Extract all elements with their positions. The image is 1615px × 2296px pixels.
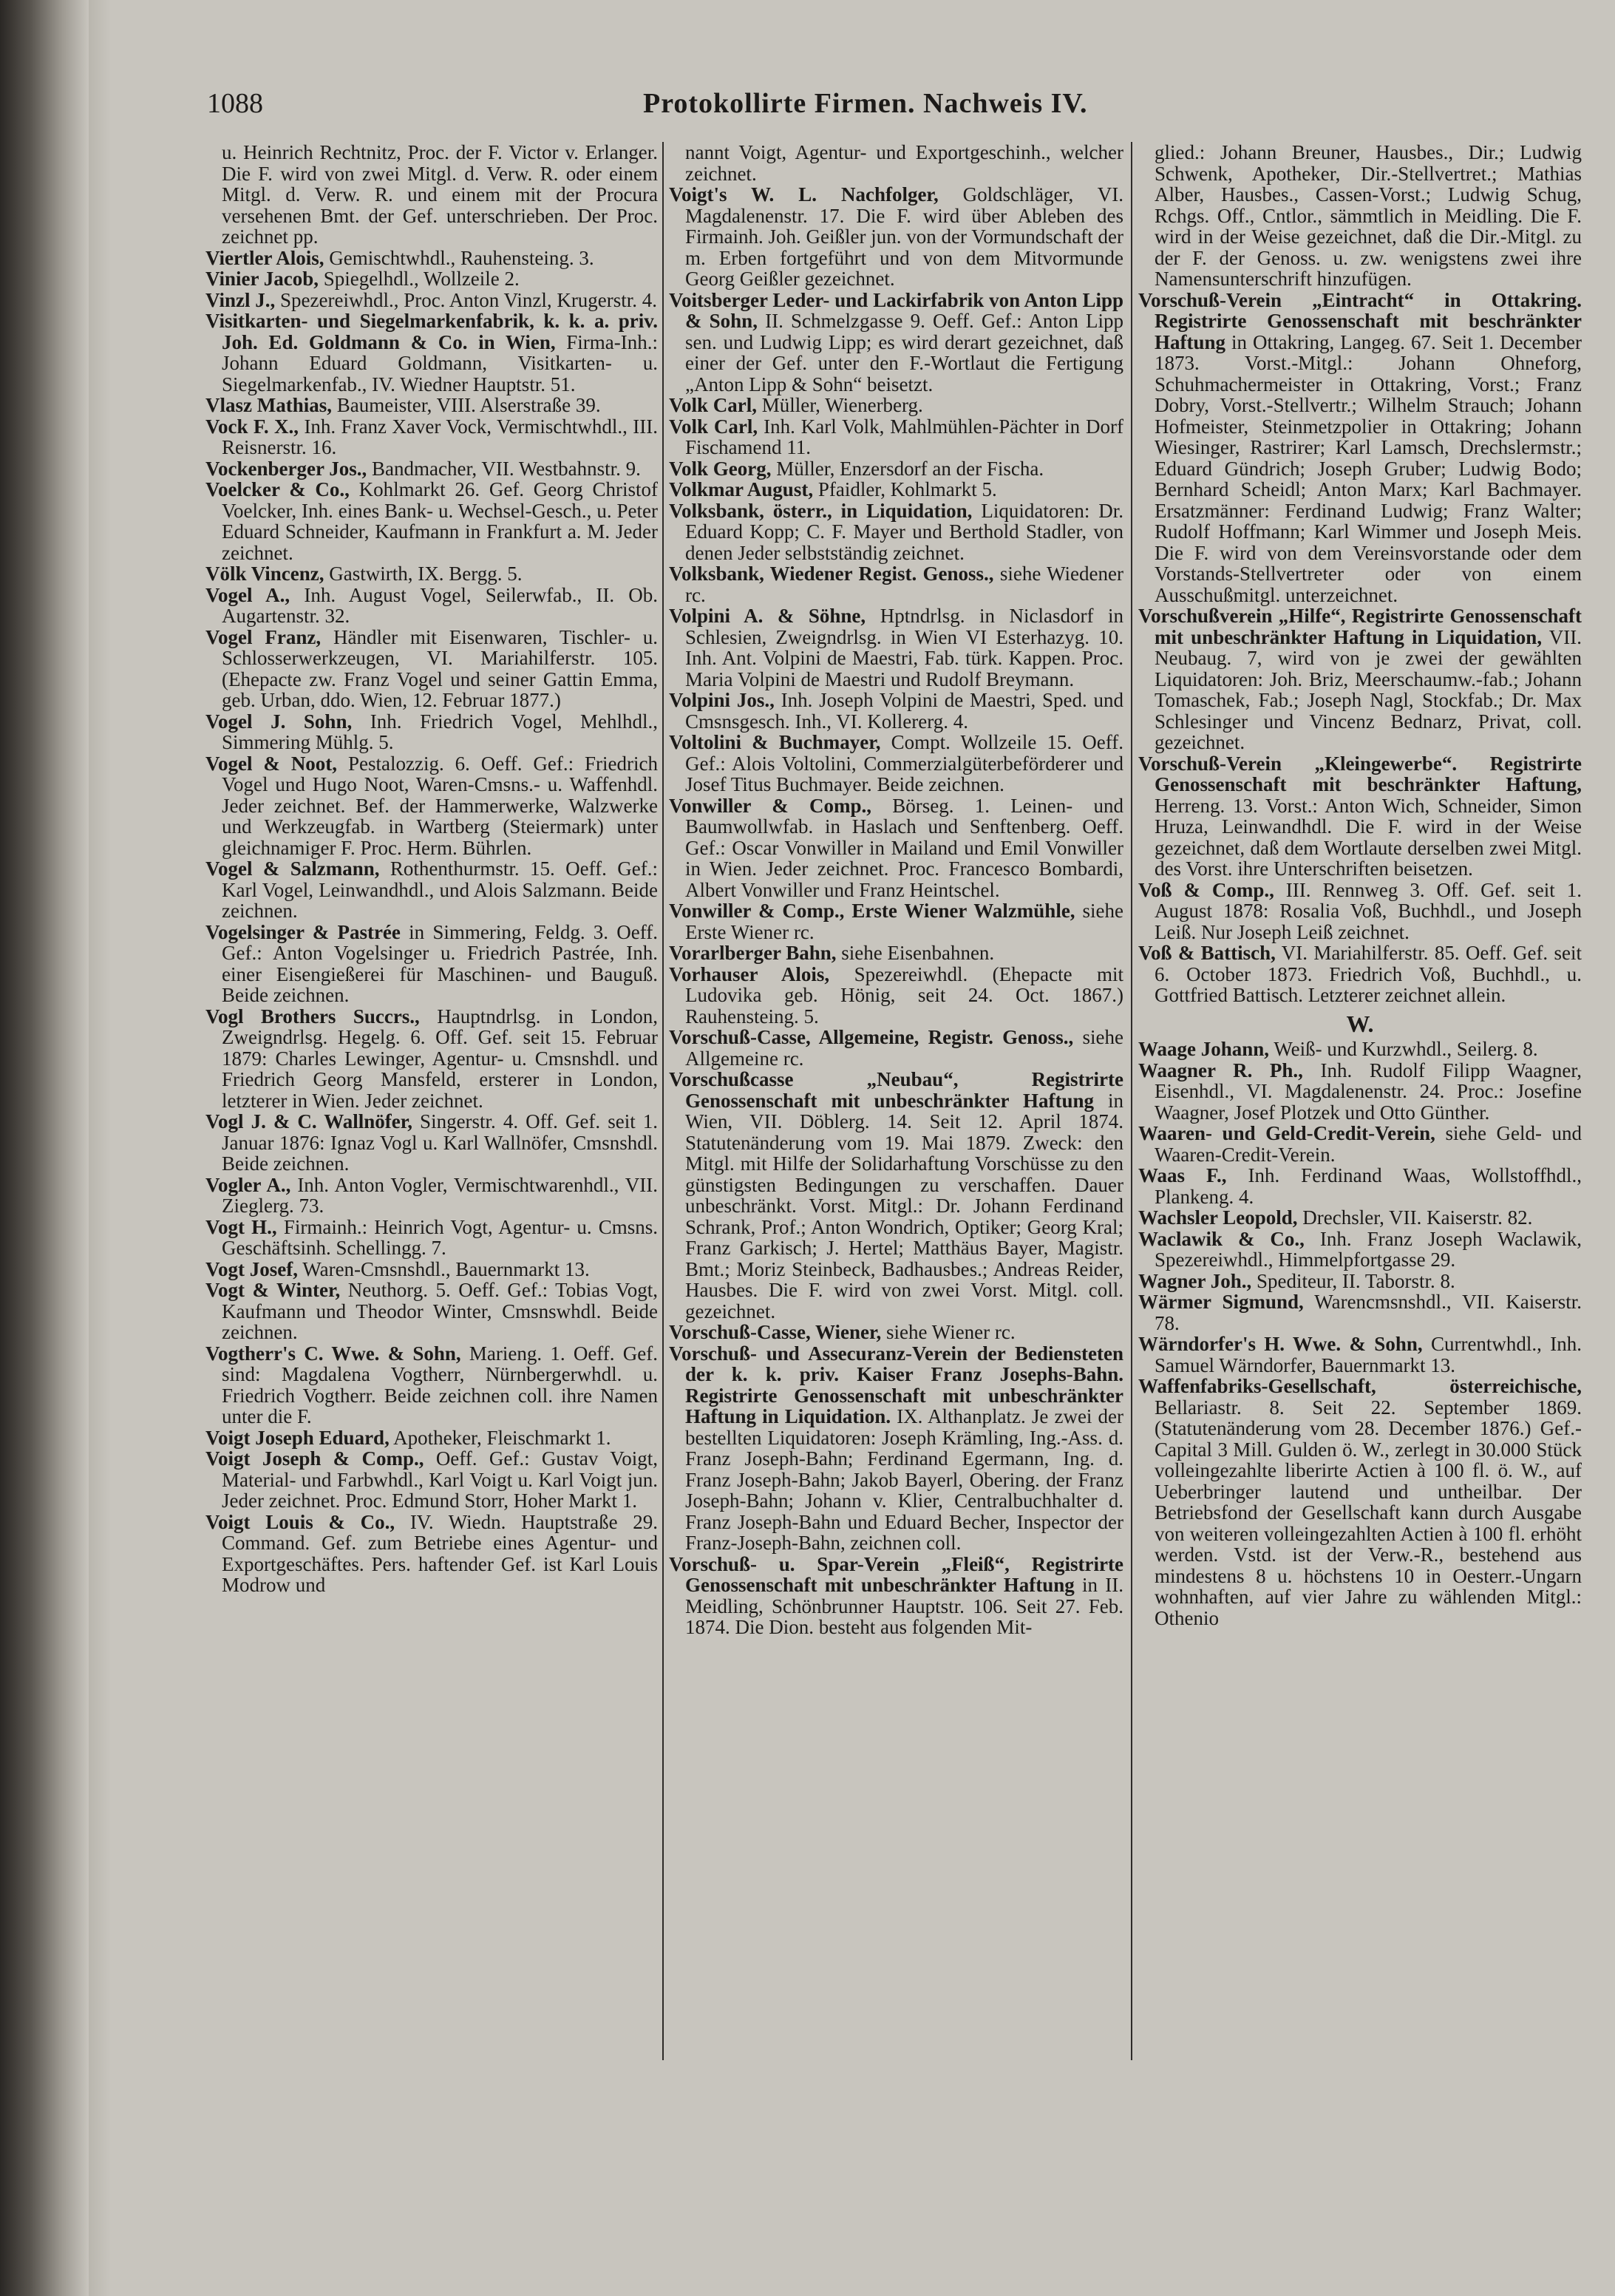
firm-details: Neuthorg. 5. Oeff. Gef.: Tobias Vogt, Kaufmann und Theodor Winter, Cmsnswhdl. Beide zeichnen. — [222, 1279, 658, 1343]
firm-entry — [669, 900, 1123, 942]
firm-entry — [669, 795, 1123, 901]
firm-name: Vlasz Mathias, — [205, 394, 332, 416]
firm-details: Kohlmarkt 26. Gef. Georg Christof Voelcker, Inh. eines Bank- u. Wechsel-Gesch., u. Peter Eduard Schneider, Kaufmann in Frankfurt a. M. Jeder zeichnet. — [222, 478, 658, 564]
firm-entry — [205, 858, 658, 922]
firm-details: Oeff. Gef.: Gustav Voigt, Material- und Farbwhdl., Karl Voigt u. Karl Voigt jun. Jeder zeichnet. Proc. Edmund Storr, Hoher Markt 1. — [222, 1447, 658, 1512]
firm-details: Goldschläger, VI. Magdalenenstr. 17. Die F. wird über Ableben des Firmainh. Joh. Geißler jun. von der Vormundschaft der m. Erben fortgeführt und von dem Mitvormunde Georg Geißler gezeichnet. — [685, 183, 1123, 290]
firm-name: Vinier Jacob, — [205, 268, 319, 290]
firm-name: Vogtherr's C. Wwe. & Sohn, — [205, 1342, 461, 1365]
firm-entry — [1138, 1271, 1582, 1292]
firm-entry — [669, 732, 1123, 795]
firm-entry — [205, 1217, 658, 1259]
firm-details: siehe Wiener rc. — [886, 1321, 1016, 1343]
firm-entry — [205, 416, 658, 458]
firm-name: Voigt Joseph Eduard, — [205, 1426, 390, 1449]
firm-entry — [205, 627, 658, 711]
firm-details: Hptndrlsg. in Niclasdorf in Schlesien, Zweigndrlsg. in Wien VI Esterhazyg. 10. Inh. Ant. Volpini de Maestri, Fab. türk. Kappen. Proc. Maria Volpini de Maestri und Rudolf Breymann. — [685, 605, 1123, 690]
firm-name: Volk Carl, — [669, 394, 758, 416]
firm-details: Drechsler, VII. Kaiserstr. 82. — [1302, 1206, 1533, 1229]
firm-entry — [205, 753, 658, 859]
page-edge — [89, 0, 111, 2296]
firm-details: Pestalozzig. 6. Oeff. Gef.: Friedrich Vogel und Hugo Noot, Waren-Cmsns.- u. Waffenhdl. Jeder zeichnet. Bef. der Hammerwerke, Walzwerke und Werkzeugfab. in Wartberg (Steiermark) unter gleichnamiger F. Proc. Herm. Bührlen. — [222, 752, 658, 859]
firm-entry — [669, 479, 1123, 500]
firm-details: Apotheker, Fleischmarkt 1. — [393, 1426, 611, 1449]
firm-details: Müller, Enzersdorf an der Fischa. — [776, 457, 1044, 480]
section-heading: W. — [1346, 1010, 1374, 1037]
firm-details: Inh. August Vogel, Seilerwfab., II. Ob. Augartenstr. 32. — [222, 583, 658, 627]
firm-entry — [205, 922, 658, 1006]
firm-details: Müller, Wienerberg. — [761, 394, 923, 416]
firm-details: Baumeister, VIII. Alserstraße 39. — [336, 394, 601, 416]
firm-entry — [669, 605, 1123, 690]
firm-details: IV. Wiedn. Hauptstraße 29. Command. Gef. zum Betriebe eines Agentur- und Exportgeschäftes. Pers. haftender Gef. ist Karl Louis Modrow und — [222, 1510, 658, 1596]
firm-details: Bellariastr. 8. Seit 22. September 1869. (Statutenänderung vom 28. December 1876.) Gef.-Capital 3 Mill. Gulden ö. W., zerlegt in 30.000 Stück volleingezahlte liberirte Actien à 100 fl. ö. W., auf Ueberbringer lautend und untheilbar. Der Betriebsfond der Gesellschaft kann durch Ausgabe von weiteren volleingezahlten Actien à 100 fl. erhöht werden. Vstd. ist der Verw.-R., bestehend aus mindestens 8 u. höchstens 10 in Oesterr.-Ungarn wohnhaften, auf vier Jahre zu wählenden Mitgl.: Othenio — [1155, 1396, 1582, 1629]
firm-name: Vorhauser Alois, — [669, 962, 830, 985]
firm-name: Volpini Jos., — [669, 689, 775, 711]
firm-name: Vogel J. Sohn, — [205, 710, 353, 733]
firm-details: Inh. Friedrich Vogel, Mehlhdl., Simmering Mühlg. 5. — [222, 710, 658, 753]
firm-entry — [205, 1175, 658, 1217]
firm-name: Waagner R. Ph., — [1138, 1059, 1303, 1081]
column-2 — [669, 142, 1123, 2064]
firm-entry — [1138, 1165, 1582, 1207]
firm-entry — [1138, 753, 1582, 880]
firm-name: Voigt Joseph & Comp., — [205, 1447, 424, 1470]
firm-details: siehe Wiedener rc. — [685, 563, 1123, 606]
firm-entry — [669, 184, 1123, 290]
firm-entry — [205, 1111, 658, 1175]
firm-entry — [669, 395, 1123, 416]
firm-details: in Simmering, Feldg. 3. Oeff. Gef.: Anton Vogelsinger u. Friedrich Pastrée, Inh. einer Eisengießerei für Maschinen- und Bauguß. Beide zeichnen. — [222, 920, 658, 1006]
firm-details: nannt Voigt, Agentur- und Exportgeschinh., welcher zeichnet. — [685, 142, 1123, 185]
firm-name: Wagner Joh., — [1138, 1269, 1252, 1292]
firm-name: Waas F., — [1138, 1164, 1227, 1186]
firm-name: Vorschuß-Casse, Wiener, — [669, 1321, 882, 1343]
firm-entry — [205, 1427, 658, 1449]
firm-name: Vorschußverein „Hilfe“, Registrirte Genossenschaft mit unbeschränkter Haftung in Liquidation, — [1138, 605, 1582, 648]
firm-details: II. Schmelzgasse 9. Oeff. Gef.: Anton Lipp sen. und Ludwig Lipp; es wird derart gezeichnet, daß einer der Gef. unter den F.-Wortlaut die Fertigung „Anton Lipp & Sohn“ beisetzt. — [685, 310, 1123, 395]
firm-name: Voß & Battisch, — [1138, 942, 1276, 964]
firm-entry-continuation — [205, 142, 658, 248]
firm-name: Vogt H., — [205, 1215, 277, 1238]
firm-details: u. Heinrich Rechtnitz, Proc. der F. Victor v. Erlanger. Die F. wird von zwei Mitgl. d. Verw. R. oder einem Mitgl. d. Verw. R. und einem mit der Procura versehenen Bmt. der Gef. unterschrieben. Der Proc. zeichnet pp. — [222, 142, 658, 248]
firm-name: Voigt's W. L. Nachfolger, — [669, 183, 939, 206]
firm-entry — [1138, 1376, 1582, 1628]
firm-details: Herreng. 13. Vorst.: Anton Wich, Schneider, Simon Hruza, Leinwandhdl. Die F. wird in der Weise gezeichnet, daß dem Wortlaute derselben zwei Mitgl. des Vorst. ihre Unterschriften beisetzen. — [1155, 794, 1582, 880]
firm-name: Voltolini & Buchmayer, — [669, 731, 881, 753]
firm-entry — [205, 248, 658, 269]
firm-entry — [205, 310, 658, 395]
firm-entry — [669, 458, 1123, 480]
firm-name: Wärmer Sigmund, — [1138, 1291, 1304, 1313]
firm-name: Vogler A., — [205, 1173, 291, 1196]
firm-entry — [205, 1259, 658, 1280]
firm-details: Spiegelhdl., Wollzeile 2. — [323, 268, 520, 290]
firm-entry — [669, 1554, 1123, 1638]
firm-details: in Ottakring, Langeg. 67. Seit 1. December 1873. Vorst.-Mitgl.: Johann Ohneforg, Schuhmachermeister in Ottakring, Vorst.; Franz Dobry, Vorst.-Stellvertr.; Wilhelm Strauch; Johann Hofmeister, Steinmetzpolier in Ottakring; Johann Wiesinger, Rastrirer; Karl Lamsch, Drechslermstr.; Eduard Gündrich; Joseph Gruber; Ludwig Bodo; Bernhard Scheidl; Anton Marx; Karl Bachmayer. Ersatzmänner: Ferdinand Ludwig; Franz Walter; Rudolf Hoffmann; Karl Wimmer und Joseph Meis. Die F. wird von dem Vereinsvorstande oder dem Vorstands-Stellvertreter oder von einem Ausschußmitgl. unterzeichnet. — [1155, 330, 1582, 606]
firm-details: Hauptndrlsg. in London, Zweigndrlsg. Hegelg. 6. Off. Gef. seit 15. Februar 1879: Charles Lewinger, Agentur- u. Cmsnshdl. und Friedrich Georg Mansfeld, ersterer in London, letzterer in Wien. Jeder zeichnet. — [222, 1005, 658, 1112]
firm-details: IX. Althanplatz. Je zwei der bestellten Liquidatoren: Joseph Krämling, Ing.-Ass. d. Franz Joseph-Bahn; Ferdinand Egermann, Ing. d. Franz Joseph-Bahn; Jakob Bayerl, Obering. der Franz Joseph-Bahn; Johann v. Klier, Centralbuchhalter d. Franz Joseph-Bahn und Eduard Becher, Inspector der Franz-Joseph-Bahn, zeichnen coll. — [685, 1405, 1123, 1554]
firm-name: Vogt & Winter, — [205, 1279, 341, 1301]
firm-entry — [669, 416, 1123, 458]
firm-name: Vorschuß- und Assecuranz-Verein der Bediensteten der k. k. priv. Kaiser Franz Josephs-Bahn. Registrirte Genossenschaft mit unbeschränkter Haftung in Liquidation. — [669, 1342, 1123, 1427]
firm-details: Inh. Rudolf Filipp Waagner, Eisenhdl., VI. Magdalenenstr. 24. Proc.: Josefine Waagner, Josef Plotzek und Otto Günther. — [1155, 1059, 1582, 1124]
firm-details: Compt. Wollzeile 15. Oeff. Gef.: Alois Voltolini, Commerzialgüterbeförderer und Josef Titus Buchmayer. Beide zeichnen. — [685, 731, 1123, 795]
firm-name: Volkmar August, — [669, 478, 814, 500]
firm-entry — [1138, 605, 1582, 753]
firm-details: Inh. Karl Volk, Mahlmühlen-Pächter in Dorf Fischamend 11. — [685, 415, 1123, 458]
firm-name: Vorschuß-Verein „Kleingewerbe“. Registrirte Genossenschaft mit beschränkter Haftung, — [1138, 752, 1582, 795]
firm-name: Vockenberger Jos., — [205, 457, 367, 480]
firm-name: Vorschuß-Casse, Allgemeine, Registr. Genoss., — [669, 1026, 1074, 1048]
firm-details: Inh. Franz Joseph Waclawik, Spezereiwhdl., Himmelpfortgasse 29. — [1155, 1227, 1582, 1271]
firm-name: Wärndorfer's H. Wwe. & Sohn, — [1138, 1333, 1423, 1355]
firm-details: Currentwhdl., Inh. Samuel Wärndorfer, Bauernmarkt 13. — [1155, 1333, 1582, 1376]
firm-name: Vogelsinger & Pastrée — [205, 920, 401, 943]
firm-entry — [205, 479, 658, 563]
firm-name: Volksbank, Wiedener Regist. Genoss., — [669, 563, 994, 585]
firm-details: Firma-Inh.: Johann Eduard Goldmann, Visitkarten- u. Siegelmarkenfab., IV. Wiedner Hauptstr. 51. — [222, 330, 658, 395]
firm-entry — [669, 690, 1123, 732]
column-1 — [205, 142, 658, 2064]
firm-details: III. Rennweg 3. Off. Gef. seit 1. August 1878: Rosalia Voß, Buchhdl., und Joseph Leiß. Nur Joseph Leiß zeichnet. — [1155, 878, 1582, 943]
firm-entry — [1138, 290, 1582, 606]
firm-name: Voß & Comp., — [1138, 878, 1274, 901]
firm-name: Volksbank, österr., in Liquidation, — [669, 499, 973, 522]
firm-name: Vogel A., — [205, 583, 290, 606]
firm-name: Waage Johann, — [1138, 1038, 1270, 1060]
firm-details: siehe Geld- und Waaren-Credit-Verein. — [1155, 1122, 1582, 1166]
firm-name: Waaren- und Geld-Credit-Verein, — [1138, 1122, 1435, 1144]
firm-details: Gastwirth, IX. Bergg. 5. — [329, 563, 523, 585]
firm-entry — [669, 1343, 1123, 1554]
firm-name: Vonwiller & Comp., — [669, 794, 872, 817]
firm-entry — [669, 1027, 1123, 1069]
firm-details: Warencmsnshdl., VII. Kaiserstr. 78. — [1155, 1291, 1582, 1334]
firm-details: Bandmacher, VII. Westbahnstr. 9. — [372, 457, 641, 480]
firm-name: Vogt Josef, — [205, 1257, 298, 1280]
firm-details: Inh. Joseph Volpini de Maestri, Sped. und Cmsnsgesch. Inh., VI. Kollererg. 4. — [685, 689, 1123, 733]
firm-name: Wachsler Leopold, — [1138, 1206, 1298, 1229]
firm-entry — [205, 1512, 658, 1596]
firm-entry — [205, 268, 658, 290]
firm-name: Viertler Alois, — [205, 246, 324, 269]
firm-entry — [1138, 880, 1582, 943]
firm-entry — [669, 500, 1123, 564]
firm-name: Visitkarten- und Siegelmarkenfabrik, k. k. a. priv. Joh. Ed. Goldmann & Co. in Wien, — [205, 310, 658, 353]
firm-details: Firmainh.: Heinrich Vogt, Agentur- u. Cmsns. Geschäftsinh. Schellingg. 7. — [222, 1215, 658, 1259]
firm-name: Vorschuß-Verein „Eintracht“ in Ottakring. Registrirte Genossenschaft mit beschränkter Haftung — [1138, 288, 1582, 353]
page-header — [207, 87, 1578, 124]
firm-name: Voitsberger Leder- und Lackirfabrik von Anton Lipp & Sohn, — [669, 288, 1123, 332]
firm-name: Volpini A. & Söhne, — [669, 605, 866, 627]
firm-details: siehe Allgemeine rc. — [685, 1026, 1123, 1070]
firm-entry — [669, 1322, 1123, 1343]
firm-details: VI. Mariahilferstr. 85. Oeff. Gef. seit 6. October 1873. Friedrich Voß, Buchhdl., u. Gottfried Battisch. Letzterer zeichnet allein. — [1155, 942, 1582, 1006]
firm-entry — [1138, 1039, 1582, 1060]
page-number: 1088 — [207, 88, 263, 119]
firm-name: Vorschuß- u. Spar-Verein „Fleiß“, Registrirte Genossenschaft mit unbeschränkter Haftung — [669, 1552, 1123, 1596]
firm-entry — [1138, 942, 1582, 1006]
firm-entry — [205, 1280, 658, 1343]
firm-details: Waren-Cmsnshdl., Bauernmarkt 13. — [302, 1257, 590, 1280]
firm-entry — [205, 395, 658, 416]
firm-name: Vogel & Salzmann, — [205, 857, 380, 880]
firm-entry — [669, 964, 1123, 1028]
firm-entry-continuation — [1138, 142, 1582, 290]
column-3 — [1138, 142, 1582, 2064]
firm-entry — [669, 1069, 1123, 1322]
firm-details: Pfaidler, Kohlmarkt 5. — [817, 478, 997, 500]
firm-entry — [669, 942, 1123, 964]
firm-details: Rothenthurmstr. 15. Oeff. Gef.: Karl Vogel, Leinwandhdl., und Alois Salzmann. Beide zeichnen. — [222, 857, 658, 922]
firm-details: in Wien, VII. Döblerg. 14. Seit 12. April 1874. Statutenänderung vom 19. Mai 1879. Zweck: den Mitgl. mit Hilfe der Solidarhaftung Vorschüsse zu den günstigsten Bedingungen zu verschaffen. Dauer unbeschränkt. Vorst. Mitgl.: Dr. Johann Ferdinand Schrank, Prof.; Anton Wondrich, Optiker; Georg Kral; Franz Garkisch; J. Hertel; Matthäus Bayer, Magistr. Bmt.; Moriz Steinbeck, Badhausbes.; Andreas Reider, Hausbes. Die F. wird von zwei Vorst. Mitgl. coll. gezeichnet. — [685, 1089, 1123, 1322]
firm-details: Inh. Ferdinand Waas, Wollstoffhdl., Plankeng. 4. — [1155, 1164, 1582, 1208]
firm-details: Händler mit Eisenwaren, Tischler- u. Schlosserwerkzeugen, VI. Mariahilferstr. 105. (Ehepacte zw. Franz Vogel und seiner Gattin Emma, geb. Urban, ddo. Wien, 12. Februar 1877.) — [222, 625, 658, 711]
firm-details: Weiß- und Kurzwhdl., Seilerg. 8. — [1274, 1038, 1538, 1060]
firm-details: VII. Neubaug. 7, wird von je zwei der gewählten Liquidatoren: Joh. Briz, Meerschaumw.-fab.; Johann Tomaschek, Fab.; Joseph Nagl, Stockfab.; Dr. Max Schlesinger und Vincenz Bednarz, Privat, coll. gezeichnet. — [1155, 625, 1582, 753]
firm-entry — [205, 1006, 658, 1112]
firm-name: Waffenfabriks-Gesellschaft, österreichische, — [1138, 1375, 1582, 1397]
firm-details: glied.: Johann Breuner, Hausbes., Dir.; Ludwig Schwenk, Apotheker, Dir.-Stellvertret.; Mathias Alber, Hausbes., Cassen-Vorst.; Ludwig Schug, Rchgs. Off., Cntlor., sämmtlich in Meidling. Die F. wird in der Weise gezeichnet, daß die Dir.-Mitgl. zu der F. der Genoss. u. zw. wenigstens zwei ihre Namensunterschrift hinzufügen. — [1155, 142, 1582, 290]
firm-details: Liquidatoren: Dr. Eduard Kopp; C. F. Mayer und Berthold Stadler, von denen Jeder selbstständig zeichnet. — [685, 499, 1123, 564]
firm-entry — [669, 290, 1123, 395]
firm-entry — [205, 563, 658, 585]
firm-entry — [205, 458, 658, 480]
firm-name: Vock F. X., — [205, 415, 299, 438]
firm-name: Vogl Brothers Succrs., — [205, 1005, 420, 1028]
book-gutter-shadow — [0, 0, 89, 2296]
firm-name: Volk Georg, — [669, 457, 772, 480]
firm-name: Volk Carl, — [669, 415, 758, 438]
running-title: Protokollirte Firmen. Nachweis IV. — [643, 88, 1088, 119]
firm-name: Waclawik & Co., — [1138, 1227, 1305, 1250]
firm-details: siehe Erste Wiener rc. — [685, 900, 1123, 943]
firm-name: Vorarlberger Bahn, — [669, 942, 837, 964]
firm-name: Vorschußcasse „Neubau“, Registrirte Genossenschaft mit unbeschränkter Haftung — [669, 1068, 1123, 1112]
firm-entry — [205, 1343, 658, 1427]
firm-details: Singerstr. 4. Off. Gef. seit 1. Januar 1876: Ignaz Vogl u. Karl Wallnöfer, Cmsnshdl. Beide zeichnen. — [222, 1110, 658, 1175]
firm-name: Voelcker & Co., — [205, 478, 350, 500]
firm-name: Vogl J. & C. Wallnöfer, — [205, 1110, 412, 1132]
firm-entry — [205, 1448, 658, 1512]
firm-entry — [1138, 1291, 1582, 1334]
firm-entry — [1138, 1229, 1582, 1271]
firm-entry — [205, 585, 658, 627]
firm-details: Inh. Franz Xaver Vock, Vermischtwhdl., III. Reisnerstr. 16. — [222, 415, 658, 458]
firm-entry — [1138, 1207, 1582, 1229]
column-divider — [1131, 142, 1132, 2060]
firm-details: Marieng. 1. Oeff. Gef. sind: Magdalena Vogtherr, Nürnbergerwhdl. u. Friedrich Vogtherr. Beide zeichnen coll. ihre Namen unter die F. — [222, 1342, 658, 1427]
firm-entry — [1138, 1123, 1582, 1165]
firm-entry — [669, 563, 1123, 605]
firm-name: Vogel Franz, — [205, 625, 322, 648]
firm-details: Spezereiwhdl. (Ehepacte mit Ludovika geb. Hönig, seit 24. Oct. 1867.) Rauhensteing. 5. — [685, 962, 1123, 1028]
firm-name: Vinzl J., — [205, 288, 276, 311]
firm-details: Inh. Anton Vogler, Vermischtwarenhdl., VII. Zieglerg. 73. — [222, 1173, 658, 1217]
firm-entry — [1138, 1060, 1582, 1124]
firm-entry-continuation — [669, 142, 1123, 184]
firm-details: in II. Meidling, Schönbrunner Hauptstr. 106. Seit 27. Feb. 1874. Die Dion. besteht aus folgenden Mit- — [685, 1574, 1123, 1638]
column-divider — [662, 142, 664, 2060]
firm-details: siehe Eisenbahnen. — [841, 942, 995, 964]
firm-name: Vogel & Noot, — [205, 752, 338, 775]
firm-name: Völk Vincenz, — [205, 563, 324, 585]
firm-name: Vonwiller & Comp., Erste Wiener Walzmühle, — [669, 900, 1075, 922]
firm-details: Spezereiwhdl., Proc. Anton Vinzl, Krugerstr. 4. — [280, 288, 658, 311]
firm-details: Börseg. 1. Leinen- und Baumwollwfab. in Haslach und Senftenberg. Oeff. Gef.: Oscar Vonwiller in Mailand und Emil Vonwiller in Wien. Jeder zeichnet. Proc. Francesco Bombardi, Albert Vonwiller und Franz Heintschel. — [685, 794, 1123, 901]
firm-entry — [205, 290, 658, 311]
firm-details: Spediteur, II. Taborstr. 8. — [1257, 1269, 1455, 1292]
firm-details: Gemischtwhdl., Rauhensteing. 3. — [329, 246, 594, 269]
firm-name: Voigt Louis & Co., — [205, 1510, 395, 1533]
firm-entry — [1138, 1334, 1582, 1376]
firm-entry — [205, 711, 658, 753]
